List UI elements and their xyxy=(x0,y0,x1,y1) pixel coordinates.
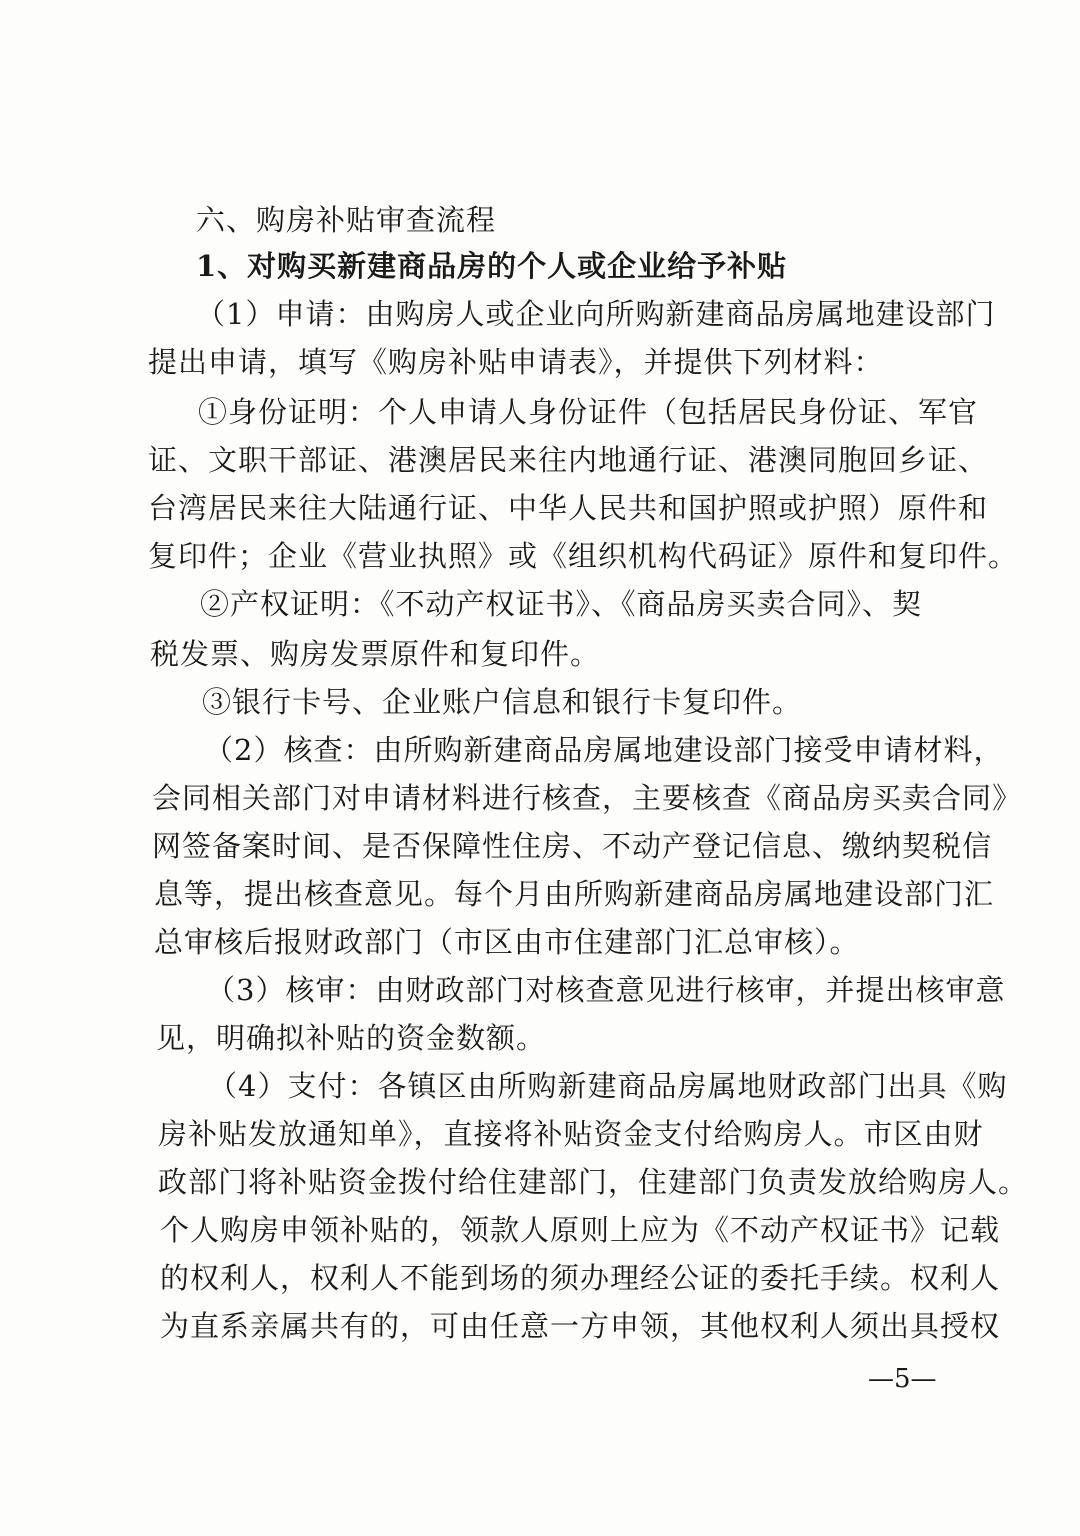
body-line: 见，明确拟补贴的资金数额。 xyxy=(156,1021,547,1055)
body-line: 息等，提出核查意见。每个月由所购新建商品房属地建设部门汇 xyxy=(154,877,995,911)
body-line: （2）核查：由所购新建商品房属地建设部门接受申请材料， xyxy=(204,733,1004,767)
body-line: （3）核审：由财政部门对核查意见进行核审，并提出核审意 xyxy=(206,973,1006,1007)
body-line: 个人购房申领补贴的，领款人原则上应为《不动产权证书》记载 xyxy=(160,1213,1001,1247)
body-line: ③银行卡号、企业账户信息和银行卡复印件。 xyxy=(202,685,803,719)
body-line: （1）申请：由购房人或企业向所购新建商品房属地建设部门 xyxy=(196,297,996,331)
section-heading: 六、购房补贴审查流程 xyxy=(196,203,497,237)
body-line: （4）支付：各镇区由所购新建商品房属地财政部门出具《购 xyxy=(208,1069,1008,1103)
body-line: 政部门将补贴资金拨付给住建部门，住建部门负责发放给购房人。 xyxy=(158,1165,1029,1199)
body-line: 台湾居民来往大陆通行证、中华人民共和国护照或护照）原件和 xyxy=(148,491,989,525)
body-line: 复印件；企业《营业执照》或《组织机构代码证》原件和复印件。 xyxy=(148,539,1019,573)
body-line: 证、文职干部证、港澳居民来往内地通行证、港澳同胞回乡证、 xyxy=(148,443,989,477)
page-number: —5— xyxy=(868,1364,937,1394)
body-line: 为直系亲属共有的，可由任意一方申领，其他权利人须出具授权 xyxy=(160,1309,1001,1343)
body-line: 提出申请，填写《购房补贴申请表》，并提供下列材料： xyxy=(148,345,884,379)
subsection-heading: 1、对购买新建商品房的个人或企业给予补贴 xyxy=(196,249,788,283)
body-line: 税发票、购房发票原件和复印件。 xyxy=(150,637,601,671)
body-line: 总审核后报财政部门（市区由市住建部门汇总审核）。 xyxy=(154,925,860,959)
body-line: 会同相关部门对申请材料进行核查，主要核查《商品房买卖合同》 xyxy=(152,781,1023,815)
body-line: 房补贴发放通知单》，直接将补贴资金支付给购房人。市区由财 xyxy=(158,1117,984,1151)
body-line: ②产权证明：《不动产权证书》、《商品房买卖合同》、契 xyxy=(200,587,923,621)
body-line: 的权利人，权利人不能到场的须办理经公证的委托手续。权利人 xyxy=(160,1261,1001,1295)
body-line: ①身份证明：个人申请人身份证件（包括居民身份证、军官 xyxy=(198,395,979,429)
body-line: 网签备案时间、是否保障性住房、不动产登记信息、缴纳契税信 xyxy=(152,829,993,863)
